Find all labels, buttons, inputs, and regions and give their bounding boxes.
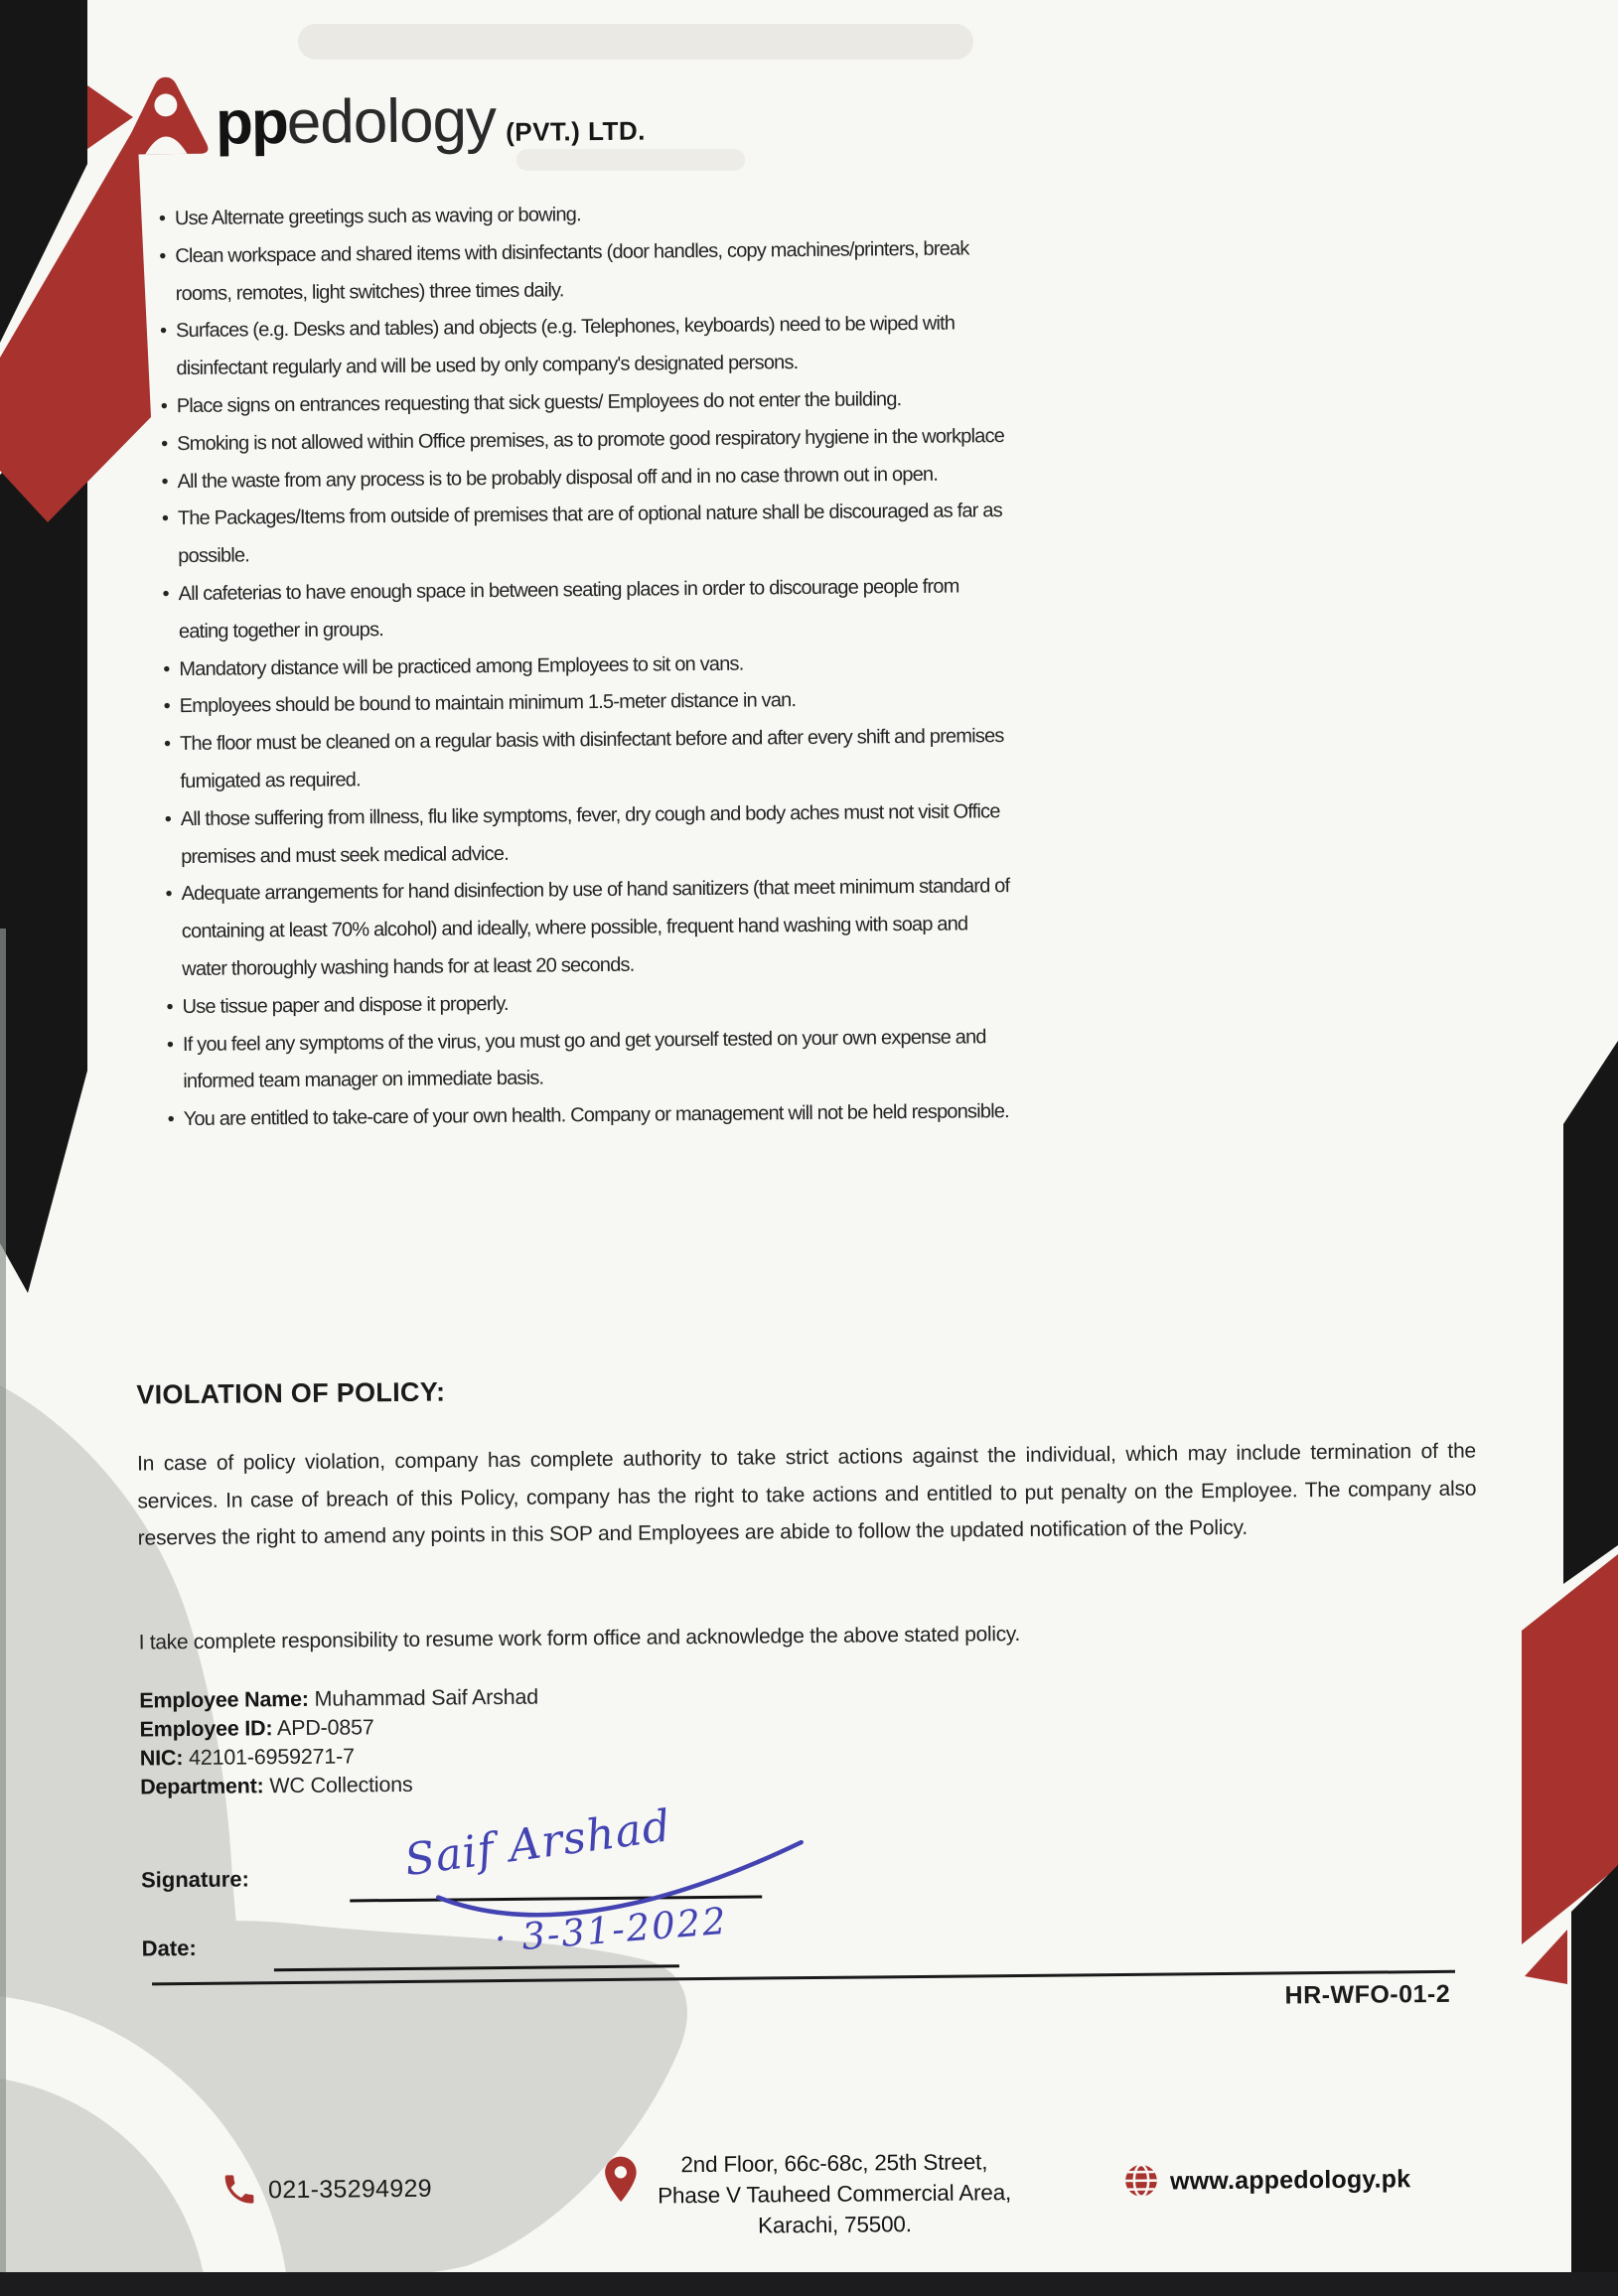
footer-website: www.appedology.pk [1169,2165,1411,2196]
policy-bullet-item: • All cafeterias to have enough space in between seating places in order to discourage people from eating together in groups. [161,568,1011,651]
date-underline [274,1964,679,1971]
signature-label: Signature: [140,1866,249,1893]
employee-nic-row [140,1741,539,1774]
handwritten-date: · 3-31-2022 [493,1899,730,1961]
handwritten-signature: Saif Arshad [401,1800,674,1887]
globe-icon [1122,2162,1160,2200]
policy-bullet-item: • The Packages/Items from outside of premises that are of optional nature shall be discouraged as far as possible. [161,493,1011,576]
policy-bullet-item: • Clean workspace and shared items with disinfectants (door handles, copy machines/printers, break rooms, remotes, light switches) three times daily. [158,230,1008,314]
policy-bullet-item: • All those suffering from illness, flu like symptoms, fever, dry cough and body aches must not visit Office premises and must seek medical advice. [164,793,1014,877]
logo-text-pvt-ltd: (PVT.) LTD. [505,115,647,147]
policy-bullet-item: • Place signs on entrances requesting that sick guests/ Employees do not enter the building. [160,380,1009,426]
policy-bullet-item: • You are entitled to take-care of your own health. Company or management will not be held responsible. [167,1093,1016,1139]
date-label: Date: [141,1935,197,1961]
employee-name-row [139,1683,538,1716]
employee-id-row [139,1712,538,1745]
employee-department-label: Department: [140,1774,264,1799]
footer-address [650,2146,1020,2242]
footer-address-line1: 2nd Floor, 66c-68c, 25th Street, [680,2149,988,2178]
phone-receiver-icon [221,2170,258,2208]
company-logo [122,66,647,166]
policy-bullet-item: • If you feel any symptoms of the virus, you must go and get yourself tested on your own expense and informed team manager on immediate basis. [166,1019,1016,1102]
location-pin-icon [600,2153,643,2213]
violation-heading: VIOLATION OF POLICY: [136,1376,446,1410]
policy-bullet-item: • Employees should be bound to maintain minimum 1.5-meter distance in van. [163,680,1012,726]
logo-wordmark [215,85,647,165]
employee-name-label: Employee Name: [139,1686,309,1713]
policy-bullet-item: • The floor must be cleaned on a regular basis with disinfectant before and after every shift and premises fumigated as required. [163,718,1013,801]
employee-nic-value: 42101-6959271-7 [188,1744,355,1771]
footer-phone-number: 021-35294929 [267,2174,433,2205]
employee-name-value: Muhammad Saif Arshad [314,1684,539,1711]
employee-nic-label: NIC: [139,1746,184,1771]
appedology-a-icon [122,70,211,166]
policy-bullet-item: • Mandatory distance will be practiced among Employees to sit on vans. [162,644,1011,689]
document-code: HR-WFO-01-2 [1284,1979,1451,2010]
acknowledgement-line: I take complete responsibility to resume work form office and acknowledge the above stated policy. [138,1622,1021,1654]
policy-bullet-item: • Adequate arrangements for hand disinfection by use of hand sanitizers (that meet minimum standard of containing at least 70% alcohol) and ideally, where possible, frequent hand washing with soap and water thoroughly washing hands for at least 20 seconds. [164,868,1014,989]
footer-address-line2: Phase V Tauheed Commercial Area, [658,2180,1012,2209]
policy-bullet-item: • Smoking is not allowed within Office premises, as to promote good respiratory hygiene in the workplace [160,418,1009,464]
policy-bullet-item: • Surfaces (e.g. Desks and tables) and objects (e.g. Telephones, keyboards) need to be wiped with disinfectant regularly and will be used by only company's designated persons. [159,305,1009,388]
employee-id-label: Employee ID: [139,1716,273,1742]
employee-department-value: WC Collections [269,1772,413,1798]
employee-department-row [140,1770,539,1802]
logo-text-light: edology [286,85,497,157]
violation-paragraph: In case of policy violation, company has complete authority to take strict actions against the individual, which may include termination of the services. In case of breach of this Policy, company has the right to take actions and entitled to put penalty on the Employee. The company also reserves the right to amend any points in this SOP and Employees are abide to follow the updated notification of the Policy. [136,1439,1477,1550]
policy-bullet-item: • Use tissue paper and dispose it properly. [165,981,1014,1027]
policy-bullet-item: • Use Alternate greetings such as waving or bowing. [158,193,1007,238]
employee-id-value: APD-0857 [276,1715,374,1741]
footer-address-line3: Karachi, 75500. [757,2212,912,2238]
logo-text-bold: pp [215,88,288,158]
policy-bullet-item: • All the waste from any process is to be probably disposal off and in no case thrown out in open. [160,456,1009,502]
employee-details-block [139,1683,539,1802]
policy-bullet-list [158,193,1016,1139]
